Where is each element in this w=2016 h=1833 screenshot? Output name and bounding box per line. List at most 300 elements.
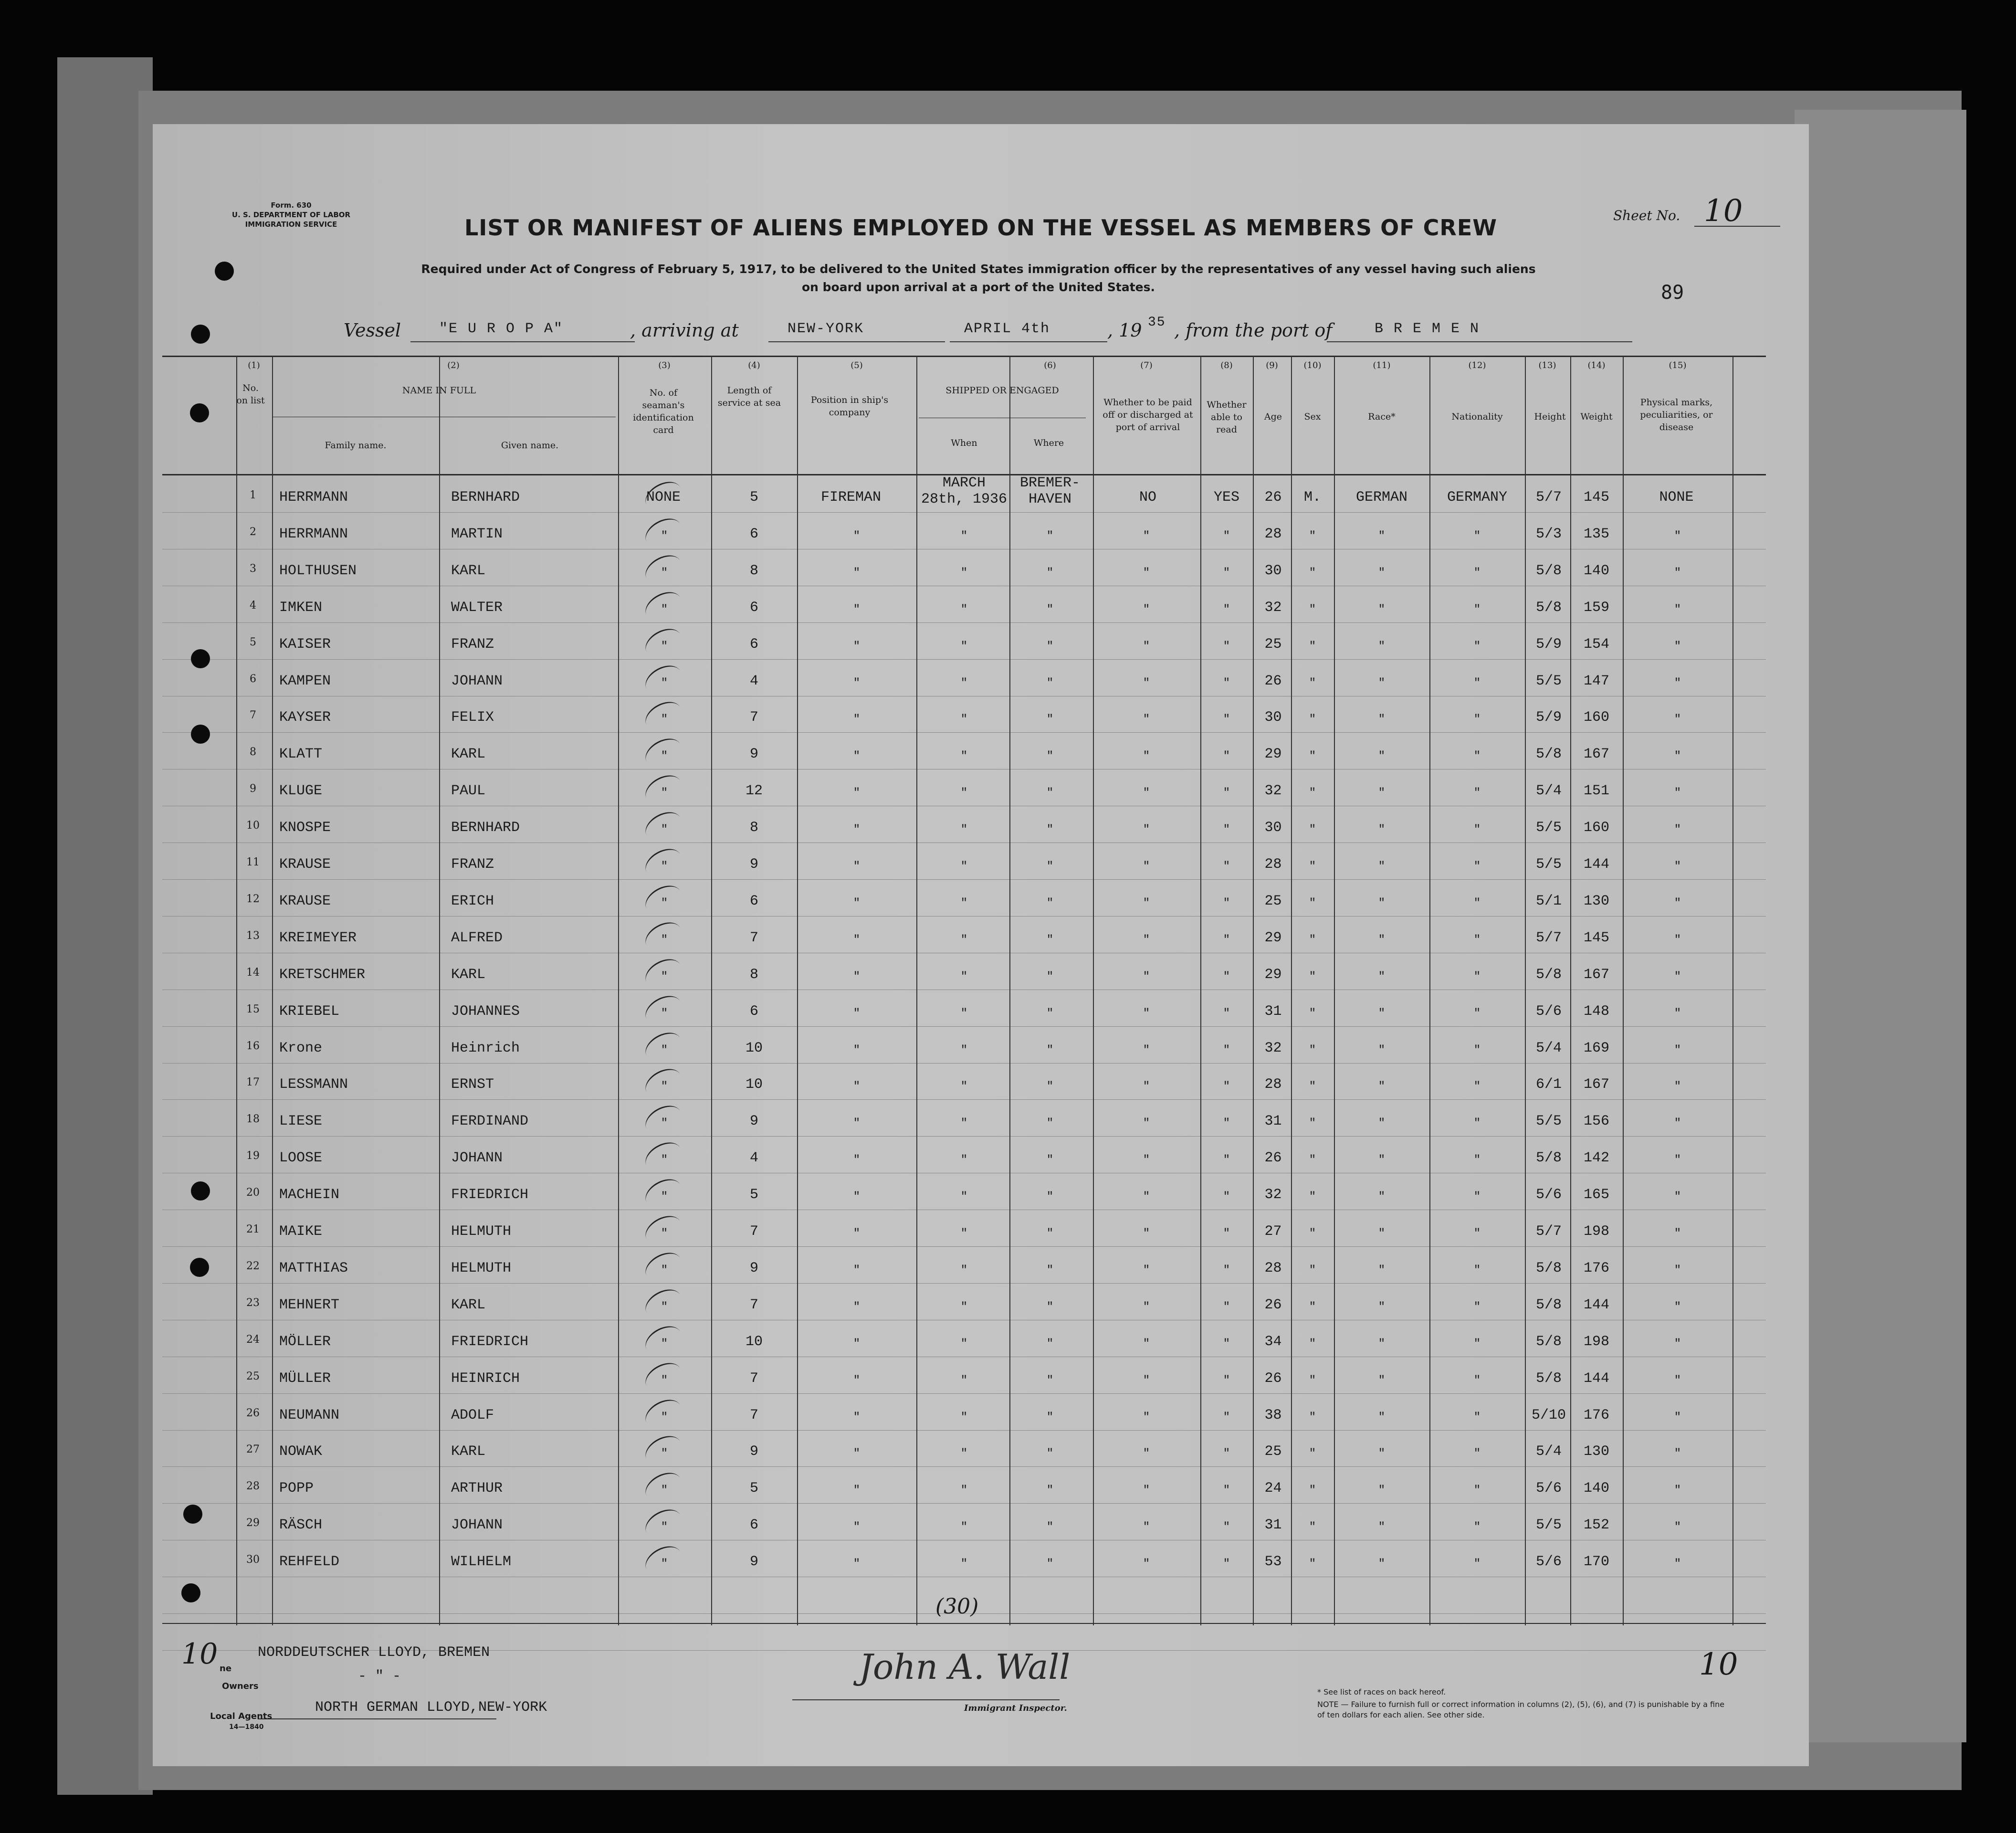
note-text: NOTE — Failure to furnish full or correct information in columns (2), (5), (6), and (7) is punishable by a fine of ten dollars for each alien. See other side. bbox=[1317, 1700, 1725, 1719]
ditto-mark: " bbox=[853, 713, 861, 727]
inspector-signature: John A. Wall bbox=[859, 1647, 1071, 1687]
ditto-mark: " bbox=[1223, 1447, 1230, 1461]
service-years: 6 bbox=[749, 1003, 758, 1020]
ditto-mark: " bbox=[1223, 1521, 1230, 1534]
ditto-mark: " bbox=[1674, 603, 1681, 616]
service-years: 9 bbox=[749, 1113, 758, 1130]
service-years: 10 bbox=[745, 1333, 763, 1350]
ditto-mark: " bbox=[853, 750, 861, 763]
owners-label: Owners bbox=[222, 1681, 259, 1691]
ditto-mark: " bbox=[1046, 1227, 1054, 1240]
ditto-mark: " bbox=[1473, 750, 1481, 763]
column-number: (7) bbox=[1140, 360, 1153, 370]
height: 5/8 bbox=[1535, 1296, 1562, 1313]
service-years: 7 bbox=[749, 1223, 758, 1240]
service-years: 7 bbox=[749, 1296, 758, 1313]
ditto-mark: " bbox=[1309, 1080, 1316, 1094]
given-name: BERNHARD bbox=[451, 489, 520, 506]
service-years: 9 bbox=[749, 856, 758, 873]
table-row bbox=[162, 1506, 1766, 1543]
table-row bbox=[162, 1030, 1766, 1066]
height: 5/8 bbox=[1535, 1370, 1562, 1387]
owners-value: - " - bbox=[358, 1668, 401, 1685]
ditto-mark: " bbox=[853, 1484, 861, 1497]
ditto-mark: " bbox=[1046, 566, 1054, 579]
ditto-mark: " bbox=[960, 713, 968, 727]
ditto-mark: " bbox=[1378, 1558, 1386, 1571]
vessel-underline bbox=[410, 341, 635, 342]
ditto-mark: " bbox=[1378, 1043, 1386, 1057]
table-row bbox=[162, 1139, 1766, 1176]
row-number: 11 bbox=[246, 856, 260, 868]
column-number: (9) bbox=[1266, 360, 1278, 370]
shipped-when: MARCH 28th, 1936 bbox=[921, 475, 1008, 507]
ditto-mark: " bbox=[1309, 1374, 1316, 1387]
ditto-mark: " bbox=[1378, 1190, 1386, 1204]
ditto-mark: " bbox=[1309, 823, 1316, 837]
service-years: 6 bbox=[749, 636, 758, 653]
age: 28 bbox=[1264, 1076, 1282, 1093]
ditto-mark: " bbox=[1223, 1300, 1230, 1314]
service-years: 9 bbox=[749, 1443, 758, 1460]
ditto-mark: " bbox=[1378, 1337, 1386, 1350]
ditto-mark: " bbox=[1143, 1558, 1150, 1571]
given-name: KARL bbox=[451, 746, 486, 763]
family-name: KAMPEN bbox=[279, 673, 331, 689]
ditto-mark: " bbox=[1309, 603, 1316, 616]
service-label: IMMIGRATION SERVICE bbox=[245, 220, 337, 229]
ditto-mark: " bbox=[1143, 1300, 1150, 1314]
ditto-mark: " bbox=[661, 970, 668, 983]
family-name: HERRMANN bbox=[279, 526, 348, 542]
ditto-mark: " bbox=[1309, 1337, 1316, 1350]
family-name: REHFELD bbox=[279, 1554, 340, 1570]
ditto-mark: " bbox=[1223, 1484, 1230, 1497]
ditto-mark: " bbox=[1309, 1264, 1316, 1277]
ditto-mark: " bbox=[1223, 566, 1230, 579]
ditto-mark: " bbox=[1473, 1447, 1481, 1461]
ditto-mark: " bbox=[1143, 1374, 1150, 1387]
document-subtitle bbox=[296, 260, 1661, 296]
table-row bbox=[162, 552, 1766, 589]
given-name: JOHANN bbox=[451, 673, 503, 689]
row-number: 6 bbox=[250, 673, 256, 685]
punch-hole bbox=[191, 325, 210, 344]
ditto-mark: " bbox=[853, 1117, 861, 1130]
ditto-mark: " bbox=[1473, 1374, 1481, 1387]
arrival-port: NEW-YORK bbox=[788, 321, 864, 337]
sex: M. bbox=[1303, 489, 1321, 506]
family-name: KLATT bbox=[279, 746, 323, 763]
ditto-mark: " bbox=[1378, 713, 1386, 727]
ditto-mark: " bbox=[853, 1447, 861, 1461]
ditto-mark: " bbox=[1473, 970, 1481, 983]
table-row bbox=[162, 626, 1766, 663]
ditto-mark: " bbox=[1223, 750, 1230, 763]
height: 5/8 bbox=[1535, 1260, 1562, 1276]
ditto-mark: " bbox=[661, 1411, 668, 1424]
age: 32 bbox=[1264, 783, 1282, 800]
ditto-mark: " bbox=[853, 896, 861, 910]
ditto-mark: " bbox=[1674, 640, 1681, 653]
ditto-mark: " bbox=[1473, 787, 1481, 800]
table-row bbox=[162, 846, 1766, 883]
ditto-mark: " bbox=[1674, 529, 1681, 543]
ditto-mark: " bbox=[853, 1227, 861, 1240]
given-name: FRANZ bbox=[451, 636, 494, 653]
family-name: KRIEBEL bbox=[279, 1003, 340, 1020]
given-name: WILHELM bbox=[451, 1554, 512, 1570]
row-number: 25 bbox=[246, 1370, 260, 1382]
age: 34 bbox=[1264, 1333, 1282, 1350]
ditto-mark: " bbox=[1143, 896, 1150, 910]
ditto-mark: " bbox=[853, 1337, 861, 1350]
given-name: ARTHUR bbox=[451, 1480, 503, 1497]
ditto-mark: " bbox=[661, 896, 668, 910]
ditto-mark: " bbox=[661, 823, 668, 837]
ditto-mark: " bbox=[1046, 529, 1054, 543]
ditto-mark: " bbox=[1473, 933, 1481, 947]
inspector-underline bbox=[792, 1699, 1060, 1700]
header-shipped: SHIPPED OR ENGAGED bbox=[945, 385, 1059, 396]
ditto-mark: " bbox=[1473, 1484, 1481, 1497]
header-length-service: Length of service at sea bbox=[717, 385, 781, 408]
ditto-mark: " bbox=[960, 896, 968, 910]
ditto-mark: " bbox=[960, 1117, 968, 1130]
age: 25 bbox=[1264, 893, 1282, 909]
height: 5/9 bbox=[1535, 709, 1562, 726]
arrival-port-underline bbox=[768, 341, 945, 342]
service-years: 9 bbox=[749, 1554, 758, 1570]
ditto-mark: " bbox=[1143, 603, 1150, 616]
table-row bbox=[162, 1323, 1766, 1360]
ditto-mark: " bbox=[1378, 1007, 1386, 1020]
given-name: JOHANNES bbox=[451, 1003, 520, 1020]
family-name: LIESE bbox=[279, 1113, 323, 1130]
ditto-mark: " bbox=[1473, 1154, 1481, 1167]
age: 38 bbox=[1264, 1407, 1282, 1423]
family-name: IMKEN bbox=[279, 599, 323, 616]
height: 5/7 bbox=[1535, 489, 1562, 506]
ditto-mark: " bbox=[960, 529, 968, 543]
ditto-mark: " bbox=[853, 1264, 861, 1277]
column-number: (12) bbox=[1468, 360, 1486, 370]
column-number: (2) bbox=[447, 360, 460, 370]
ditto-mark: " bbox=[1473, 896, 1481, 910]
ditto-mark: " bbox=[1473, 603, 1481, 616]
age: 27 bbox=[1264, 1223, 1282, 1240]
ditto-mark: " bbox=[1674, 1227, 1681, 1240]
ditto-mark: " bbox=[661, 1484, 668, 1497]
ditto-mark: " bbox=[853, 1374, 861, 1387]
sheet-number: 10 bbox=[1694, 193, 1780, 227]
row-number: 8 bbox=[250, 746, 256, 758]
ditto-mark: " bbox=[1046, 1337, 1054, 1350]
ditto-mark: " bbox=[960, 787, 968, 800]
punch-hole bbox=[191, 725, 210, 744]
weight: 165 bbox=[1583, 1187, 1609, 1203]
ditto-mark: " bbox=[1143, 933, 1150, 947]
ditto-mark: " bbox=[1378, 1521, 1386, 1534]
line-value: NORDDEUTSCHER LLOYD, BREMEN bbox=[258, 1644, 490, 1661]
identification-card: NONE bbox=[646, 489, 681, 506]
row-number: 2 bbox=[250, 526, 256, 538]
ditto-mark: " bbox=[960, 1264, 968, 1277]
ditto-mark: " bbox=[1473, 1007, 1481, 1020]
ditto-mark: " bbox=[1473, 1227, 1481, 1240]
row-number: 26 bbox=[246, 1407, 260, 1419]
ditto-mark: " bbox=[853, 1300, 861, 1314]
row-number: 15 bbox=[246, 1003, 260, 1015]
height: 5/10 bbox=[1531, 1407, 1566, 1423]
ditto-mark: " bbox=[853, 933, 861, 947]
ditto-mark: " bbox=[1143, 713, 1150, 727]
ditto-mark: " bbox=[1223, 713, 1230, 727]
family-name: MÖLLER bbox=[279, 1333, 331, 1350]
ditto-mark: " bbox=[1223, 1558, 1230, 1571]
ditto-mark: " bbox=[1309, 1190, 1316, 1204]
family-name: LOOSE bbox=[279, 1150, 323, 1167]
weight: 198 bbox=[1583, 1333, 1609, 1350]
row-number: 16 bbox=[246, 1040, 260, 1052]
header-name-in-full: NAME IN FULL bbox=[402, 385, 476, 396]
given-name: FRIEDRICH bbox=[451, 1187, 529, 1203]
ditto-mark: " bbox=[1674, 860, 1681, 873]
height: 5/8 bbox=[1535, 562, 1562, 579]
ditto-mark: " bbox=[1143, 1411, 1150, 1424]
ditto-mark: " bbox=[1046, 750, 1054, 763]
ditto-mark: " bbox=[661, 1521, 668, 1534]
row-number: 20 bbox=[246, 1187, 260, 1199]
punch-hole bbox=[191, 649, 210, 668]
height: 5/6 bbox=[1535, 1480, 1562, 1497]
family-name: Krone bbox=[279, 1040, 323, 1056]
service-years: 6 bbox=[749, 599, 758, 616]
ditto-mark: " bbox=[1046, 1558, 1054, 1571]
ditto-mark: " bbox=[1223, 676, 1230, 690]
ditto-mark: " bbox=[1309, 1447, 1316, 1461]
row-number: 22 bbox=[246, 1260, 260, 1272]
row-number: 30 bbox=[246, 1554, 260, 1566]
ditto-mark: " bbox=[1046, 933, 1054, 947]
ditto-mark: " bbox=[1674, 787, 1681, 800]
header-family-name: Family name. bbox=[325, 440, 387, 451]
family-name: MEHNERT bbox=[279, 1296, 340, 1313]
table-row bbox=[162, 1250, 1766, 1286]
ditto-mark: " bbox=[1378, 603, 1386, 616]
weight: 176 bbox=[1583, 1260, 1609, 1276]
given-name: MARTIN bbox=[451, 526, 503, 542]
ditto-mark: " bbox=[1309, 1117, 1316, 1130]
ditto-mark: " bbox=[1143, 1521, 1150, 1534]
ditto-mark: " bbox=[1309, 933, 1316, 947]
agents-value: NORTH GERMAN LLOYD,NEW-YORK bbox=[315, 1699, 547, 1716]
age: 29 bbox=[1264, 746, 1282, 763]
ditto-mark: " bbox=[1309, 676, 1316, 690]
ditto-mark: " bbox=[1143, 1154, 1150, 1167]
ditto-mark: " bbox=[853, 529, 861, 543]
weight: 152 bbox=[1583, 1517, 1609, 1534]
age: 25 bbox=[1264, 1443, 1282, 1460]
header-sex: Sex bbox=[1304, 411, 1321, 422]
row-number: 17 bbox=[246, 1076, 260, 1089]
column-number: (5) bbox=[850, 360, 863, 370]
family-name: MÜLLER bbox=[279, 1370, 331, 1387]
ditto-mark: " bbox=[1309, 1154, 1316, 1167]
ditto-mark: " bbox=[1378, 1484, 1386, 1497]
height: 5/1 bbox=[1535, 893, 1562, 909]
family-name: KNOSPE bbox=[279, 820, 331, 836]
ditto-mark: " bbox=[1378, 860, 1386, 873]
weight: 167 bbox=[1583, 1076, 1609, 1093]
service-years: 9 bbox=[749, 1260, 758, 1276]
given-name: PAUL bbox=[451, 783, 486, 800]
ditto-mark: " bbox=[1674, 1447, 1681, 1461]
ditto-mark: " bbox=[1143, 860, 1150, 873]
position: FIREMAN bbox=[821, 489, 882, 506]
family-name: KREIMEYER bbox=[279, 929, 357, 946]
column-number: (13) bbox=[1538, 360, 1556, 370]
row-number: 9 bbox=[250, 783, 256, 795]
line-label: ne bbox=[220, 1664, 232, 1674]
ditto-mark: " bbox=[1223, 1080, 1230, 1094]
ditto-mark: " bbox=[1378, 970, 1386, 983]
ditto-mark: " bbox=[853, 1154, 861, 1167]
page-edge-right bbox=[1795, 110, 1966, 1742]
weight: 144 bbox=[1583, 1370, 1609, 1387]
ditto-mark: " bbox=[1674, 1484, 1681, 1497]
ditto-mark: " bbox=[1473, 1117, 1481, 1130]
ditto-mark: " bbox=[1309, 1007, 1316, 1020]
service-years: 6 bbox=[749, 526, 758, 542]
ditto-mark: " bbox=[1046, 787, 1054, 800]
stamp-number: 89 bbox=[1661, 282, 1684, 304]
weight: 135 bbox=[1583, 526, 1609, 542]
row-number: 12 bbox=[246, 893, 260, 905]
given-name: KARL bbox=[451, 562, 486, 579]
age: 30 bbox=[1264, 562, 1282, 579]
punch-hole bbox=[181, 1583, 200, 1602]
ditto-mark: " bbox=[960, 1374, 968, 1387]
ditto-mark: " bbox=[853, 1080, 861, 1094]
table-row bbox=[162, 589, 1766, 626]
header-paid-off: Whether to be paid off or discharged at port of arrival bbox=[1102, 397, 1193, 432]
weight: 130 bbox=[1583, 893, 1609, 909]
ditto-mark: " bbox=[661, 1447, 668, 1461]
ditto-mark: " bbox=[1473, 1190, 1481, 1204]
given-name: WALTER bbox=[451, 599, 503, 616]
family-name: MATTHIAS bbox=[279, 1260, 348, 1276]
header-physical-marks: Physical marks, peculiarities, or disease bbox=[1640, 397, 1713, 432]
ditto-mark: " bbox=[1046, 1264, 1054, 1277]
ditto-mark: " bbox=[1309, 713, 1316, 727]
ditto-mark: " bbox=[1223, 1043, 1230, 1057]
ditto-mark: " bbox=[1046, 896, 1054, 910]
family-name: MACHEIN bbox=[279, 1187, 340, 1203]
table-row bbox=[162, 736, 1766, 772]
family-name: KAISER bbox=[279, 636, 331, 653]
service-years: 10 bbox=[745, 1040, 763, 1056]
row-number: 4 bbox=[250, 599, 256, 611]
ditto-mark: " bbox=[1046, 676, 1054, 690]
height: 5/8 bbox=[1535, 746, 1562, 763]
ditto-mark: " bbox=[1223, 860, 1230, 873]
ditto-mark: " bbox=[661, 713, 668, 727]
given-name: FERDINAND bbox=[451, 1113, 529, 1130]
ditto-mark: " bbox=[661, 640, 668, 653]
height: 5/4 bbox=[1535, 1040, 1562, 1056]
service-years: 8 bbox=[749, 820, 758, 836]
height: 6/1 bbox=[1535, 1076, 1562, 1093]
ditto-mark: " bbox=[661, 1080, 668, 1094]
ditto-mark: " bbox=[1378, 676, 1386, 690]
height: 5/9 bbox=[1535, 636, 1562, 653]
age: 26 bbox=[1264, 489, 1282, 506]
ditto-mark: " bbox=[1674, 1337, 1681, 1350]
family-name: HOLTHUSEN bbox=[279, 562, 357, 579]
column-number: (14) bbox=[1587, 360, 1606, 370]
given-name: BERNHARD bbox=[451, 820, 520, 836]
ditto-mark: " bbox=[1378, 823, 1386, 837]
ditto-mark: " bbox=[1674, 750, 1681, 763]
service-years: 5 bbox=[749, 1480, 758, 1497]
ditto-mark: " bbox=[1378, 933, 1386, 947]
weight: 148 bbox=[1583, 1003, 1609, 1020]
ditto-mark: " bbox=[661, 750, 668, 763]
ditto-mark: " bbox=[960, 676, 968, 690]
ditto-mark: " bbox=[960, 970, 968, 983]
header-no-on-list: No. on list bbox=[236, 383, 265, 406]
ditto-mark: " bbox=[1674, 1080, 1681, 1094]
age: 53 bbox=[1264, 1554, 1282, 1570]
vessel-label: Vessel bbox=[344, 320, 401, 341]
age: 28 bbox=[1264, 856, 1282, 873]
service-years: 8 bbox=[749, 562, 758, 579]
given-name: ERICH bbox=[451, 893, 494, 909]
ditto-mark: " bbox=[1046, 1190, 1054, 1204]
ditto-mark: " bbox=[1143, 1080, 1150, 1094]
punch-hole bbox=[183, 1505, 202, 1524]
form-code: 14—1840 bbox=[229, 1723, 264, 1731]
header-where: Where bbox=[1033, 438, 1064, 448]
column-number: (3) bbox=[658, 360, 671, 370]
ditto-mark: " bbox=[1473, 1521, 1481, 1534]
table-row bbox=[162, 1066, 1766, 1103]
age: 26 bbox=[1264, 1150, 1282, 1167]
ditto-mark: " bbox=[1674, 1154, 1681, 1167]
ditto-mark: " bbox=[853, 1007, 861, 1020]
ditto-mark: " bbox=[960, 640, 968, 653]
header-when: When bbox=[951, 438, 977, 448]
table-row bbox=[162, 1176, 1766, 1213]
row-number: 24 bbox=[246, 1333, 260, 1346]
ditto-mark: " bbox=[661, 603, 668, 616]
ditto-mark: " bbox=[1674, 970, 1681, 983]
ditto-mark: " bbox=[853, 566, 861, 579]
header-age: Age bbox=[1264, 411, 1282, 422]
ditto-mark: " bbox=[960, 1300, 968, 1314]
given-name: HEINRICH bbox=[451, 1370, 520, 1387]
ditto-mark: " bbox=[1046, 1043, 1054, 1057]
ditto-mark: " bbox=[1473, 640, 1481, 653]
family-name: KAYSER bbox=[279, 709, 331, 726]
service-years: 6 bbox=[749, 893, 758, 909]
ditto-mark: " bbox=[1143, 750, 1150, 763]
from-port-label: , from the port of bbox=[1174, 320, 1333, 341]
ditto-mark: " bbox=[1143, 1117, 1150, 1130]
ditto-mark: " bbox=[1223, 1117, 1230, 1130]
age: 32 bbox=[1264, 1040, 1282, 1056]
